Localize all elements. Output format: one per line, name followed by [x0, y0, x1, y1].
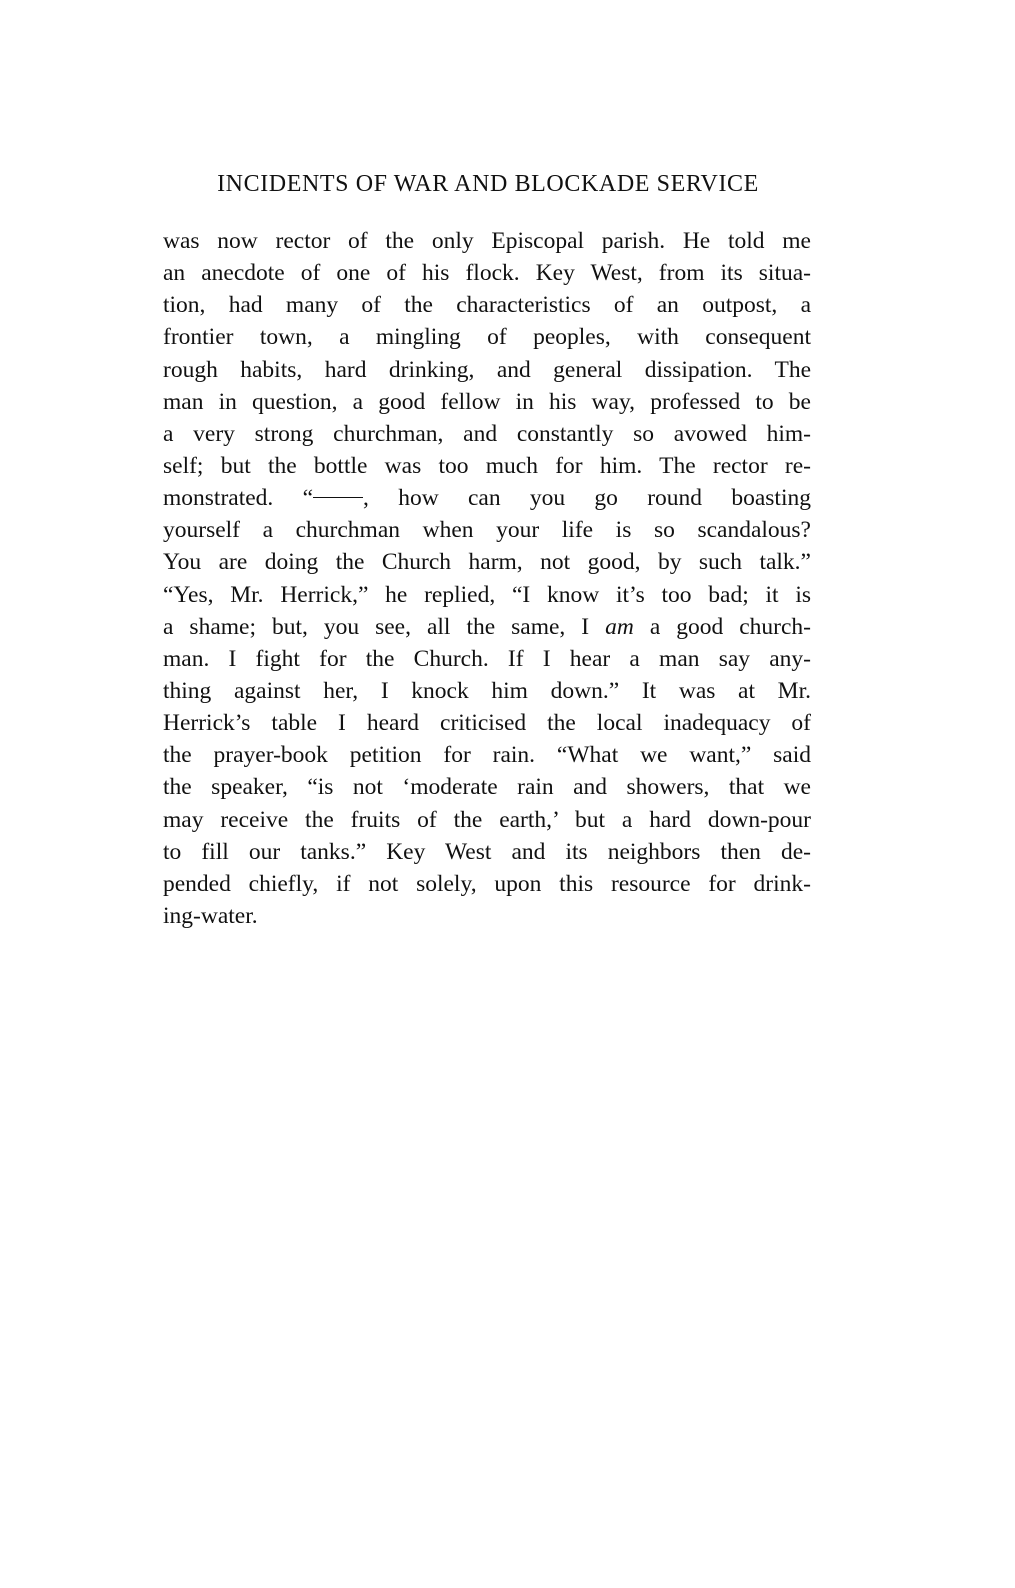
- text-line: “Yes, Mr. Herrick,” he replied, “I know it’s too bad; it is: [163, 581, 811, 608]
- text-line: tion, had many of the characteristics of an outpost, a: [163, 292, 811, 319]
- text-line: thing against her, I knock him down.” It was at Mr.: [163, 677, 811, 704]
- italic-word: am: [605, 613, 634, 640]
- running-head: INCIDENTS OF WAR AND BLOCKADE SERVICE: [217, 171, 759, 197]
- text-line: Herrick’s table I heard criticised the local inadequacy of: [163, 710, 811, 737]
- text-line: a very strong churchman, and constantly so avowed him-: [163, 420, 811, 447]
- text-line: may receive the fruits of the earth,’ but a hard down-pour: [163, 806, 811, 833]
- text-segment: a good church-: [649, 613, 812, 640]
- text-line: the speaker, “is not ‘moderate rain and showers, that we: [163, 774, 811, 801]
- text-segment: a shame; but, you see, all the same, I: [163, 613, 590, 640]
- text-line: You are doing the Church harm, not good, by such talk.”: [163, 549, 811, 576]
- text-line: [163, 482, 811, 514]
- text-segment: monstrated. “: [163, 485, 314, 512]
- text-line: yourself a churchman when your life is so scandalous?: [163, 517, 811, 544]
- text-line: pended chiefly, if not solely, upon this resource for drink-: [163, 870, 811, 897]
- em-dash-rule: [313, 497, 363, 498]
- text-line: the prayer-book petition for rain. “What we want,” said: [163, 742, 811, 769]
- text-line: frontier town, a mingling of peoples, with consequent: [163, 324, 811, 351]
- text-line: self; but the bottle was too much for him. The rector re-: [163, 452, 811, 479]
- text-segment: , how can you go round boasting: [363, 485, 811, 512]
- text-line: man in question, a good fellow in his way, professed to be: [163, 388, 811, 415]
- text-line: [163, 611, 811, 643]
- body-paragraph: [163, 225, 811, 932]
- text-line: was now rector of the only Episcopal parish. He told me: [163, 228, 811, 254]
- text-line: to fill our tanks.” Key West and its neighbors then de-: [163, 838, 811, 865]
- text-line: ing-water.: [163, 902, 258, 929]
- text-line: rough habits, hard drinking, and general dissipation. The: [163, 356, 811, 383]
- text-line: man. I fight for the Church. If I hear a man say any-: [163, 645, 811, 672]
- text-line: an anecdote of one of his flock. Key West, from its situa-: [163, 260, 811, 287]
